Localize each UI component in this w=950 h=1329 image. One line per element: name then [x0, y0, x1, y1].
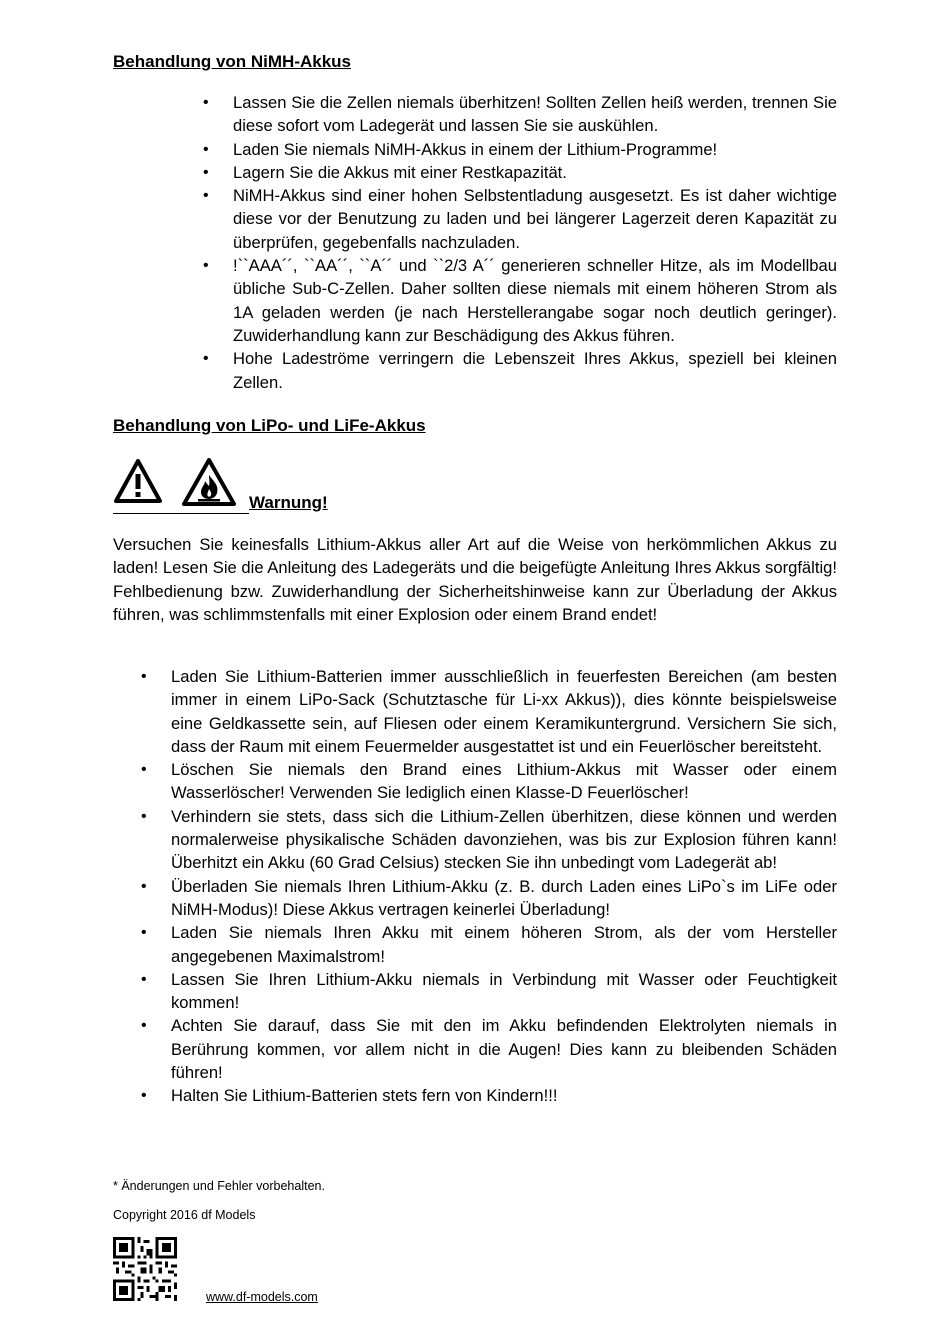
bullet-icon: •	[141, 761, 147, 779]
bullet-icon: •	[141, 970, 147, 988]
warning-header	[113, 457, 343, 517]
bullet-icon: •	[141, 807, 147, 825]
list-item: • Verhindern sie stets, dass sich die Lithium-Zellen überhitzen, diese können und werden normalerweise physikalische Schäden davonziehen, was bis zur Explosion führen kann! Überhitzt ein Akku (60 Grad Celsius) stecken Sie ihn unbedingt vom Ladegerät ab!	[141, 806, 837, 873]
disclaimer-note: * Änderungen und Fehler vorbehalten.	[113, 1179, 325, 1193]
copyright-text: Copyright 2016 df Models	[113, 1208, 256, 1222]
bullet-icon: •	[203, 94, 209, 111]
lipo-list	[141, 665, 837, 1108]
bullet-icon: •	[141, 1017, 147, 1035]
bullet-icon: •	[203, 350, 209, 368]
warning-triangle-icon	[113, 457, 163, 505]
list-item: • Löschen Sie niemals den Brand eines Lithium-Akkus mit Wasser oder einem Wasserlöscher! Verwenden Sie lediglich einen Klasse-D Feuerlöscher!	[141, 760, 837, 803]
list-item: • Lagern Sie die Akkus mit einer Restkapazität.	[233, 161, 837, 184]
list-item: • Lassen Sie Ihren Lithium-Akku niemals in Verbindung mit Wasser oder Feuchtigkeit kommen!	[141, 969, 837, 1013]
list-item: • Halten Sie Lithium-Batterien stets fern von Kindern!!!	[171, 1084, 837, 1107]
qr-code-icon[interactable]	[113, 1237, 177, 1301]
list-item: • Überladen Sie niemals Ihren Lithium-Akku (z. B. durch Laden eines LiPo`s im LiFe oder NiMH-Modus)! Diese Akkus vertragen keinerlei Überladung!	[141, 876, 837, 919]
warning-title: Warnung!	[249, 493, 328, 512]
list-item: • Laden Sie niemals Ihren Akku mit einem höheren Strom, als der vom Hersteller angegebenen Maximalstrom!	[141, 923, 837, 966]
list-item: • Lassen Sie die Zellen niemals überhitzen! Sollten Zellen heiß werden, trennen Sie diese sofort vom Ladegerät und lassen Sie sie auskühlen.	[203, 93, 837, 136]
list-item: • Hohe Ladeströme verringern die Lebenszeit Ihres Akkus, speziell bei kleinen Zellen.	[203, 349, 837, 392]
warning-paragraph: Versuchen Sie keinesfalls Lithium-Akkus aller Art auf die Weise von herkömmlichen Akkus zu laden! Lesen Sie die Anleitung des Ladegeräts und die beigefügte Anleitung Ihres Akkus sorgfältig! Fehlbedienung bzw. Zuwiderhandlung der Sicherheitshinweise kann zur Überladung der Akkus führen, was schlimmstenfalls mit einer Explosion oder einem Brand endet!	[113, 535, 837, 624]
bullet-icon: •	[141, 1087, 147, 1105]
bullet-icon: •	[203, 163, 209, 181]
bullet-icon: •	[203, 140, 209, 158]
warning-underline	[113, 513, 249, 514]
flammable-triangle-icon	[181, 457, 237, 507]
list-item: • Achten Sie darauf, dass Sie mit den im Akku befindenden Elektrolyten niemals in Berührung kommen, vor allem nicht in die Augen! Dies kann zu bleibenden Schäden führen!	[141, 1016, 837, 1083]
bullet-icon: •	[203, 257, 209, 275]
lipo-heading: Behandlung von LiPo- und LiFe-Akkus	[113, 416, 426, 435]
list-item: • !``AAA´´, ``AA´´, ``A´´ und ``2/3 A´´ generieren schneller Hitze, als im Modellbau übliche Sub-C-Zellen. Daher sollten diese niemals mit einem höheren Strom als 1A geladen werden (je nach Herstellerangabe sogar noch deutlich geringer). Zuwiderhandlung kann zur Beschädigung des Akkus führen.	[203, 256, 837, 345]
bullet-icon: •	[141, 877, 147, 895]
bullet-icon: •	[141, 668, 147, 685]
list-item: • Laden Sie Lithium-Batterien immer ausschließlich in feuerfesten Bereichen (am besten immer in einem LiPo-Sack (Schutztasche für Li-xx Akkus)), dies könnte beispielsweise eine Geldkassette sein, auf Fliesen oder einem Keramikuntergrund. Versichern Sie sich, dass der Raum mit einem Feuermelder ausgestattet ist und ein Feuerlöscher bereitsteht.	[141, 667, 837, 756]
nimh-list	[203, 91, 837, 394]
nimh-heading: Behandlung von NiMH-Akkus	[113, 52, 352, 71]
bullet-icon: •	[141, 924, 147, 942]
website-link[interactable]: www.df-models.com	[206, 1290, 318, 1304]
bullet-icon: •	[203, 187, 209, 205]
list-item: • NiMH-Akkus sind einer hohen Selbstentladung ausgesetzt. Es ist daher wichtige diese vor der Benutzung zu laden und bei längerer Lagerzeit deren Kapazität zu überprüfen, gegebenfalls nachzuladen.	[203, 186, 837, 252]
list-item: • Laden Sie niemals NiMH-Akkus in einem der Lithium-Programme!	[233, 138, 837, 161]
